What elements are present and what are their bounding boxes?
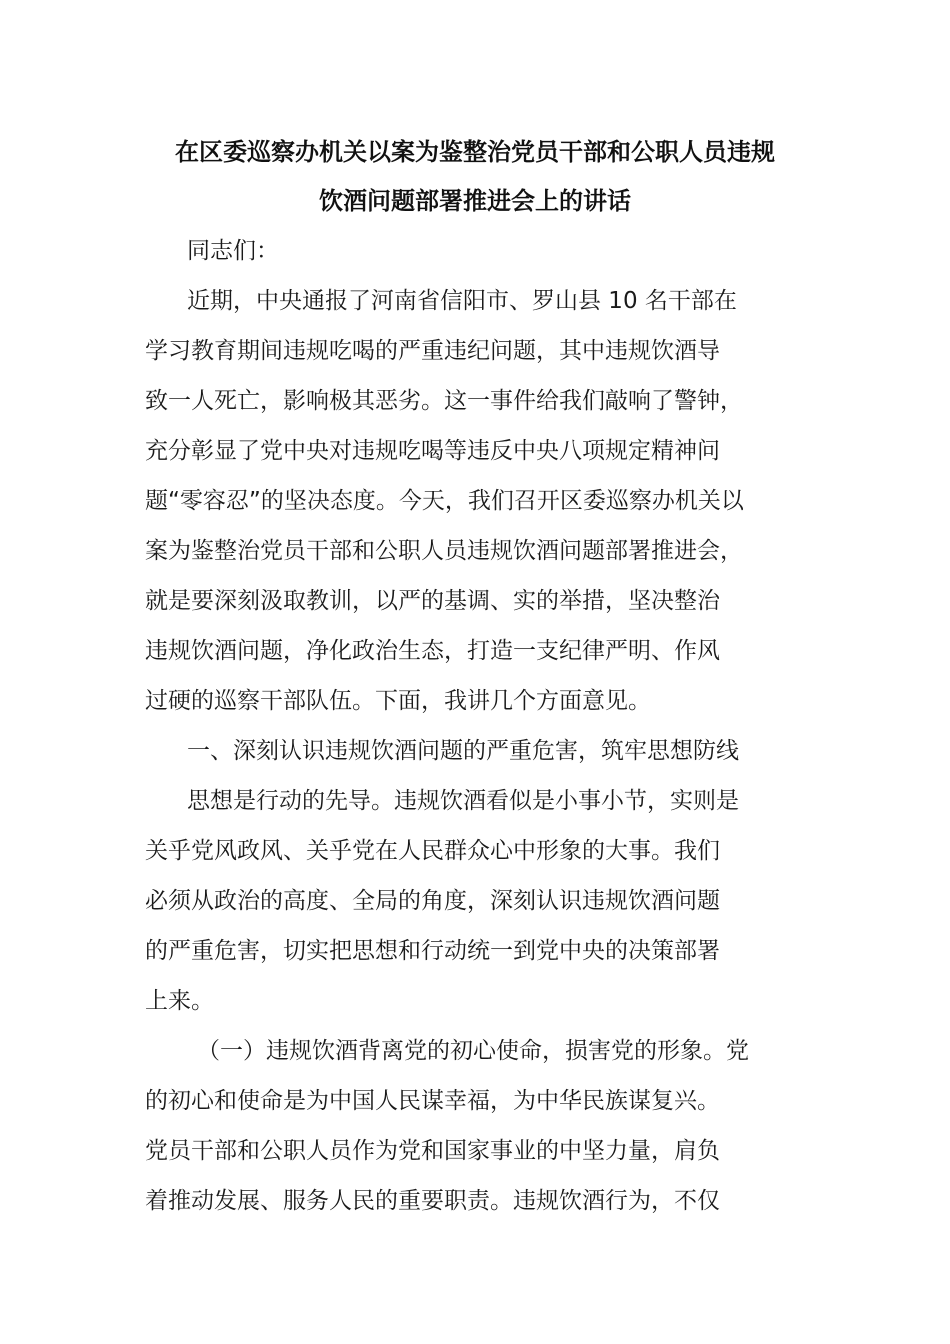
document-body xyxy=(145,226,805,1226)
paragraph-line: 必须从政治的高度、全局的角度，深刻认识违规饮酒问题 xyxy=(145,888,720,914)
paragraph-line: 案为鉴整治党员干部和公职人员违规饮酒问题部署推进会， xyxy=(145,538,743,564)
paragraph-line: 过硬的巡察干部队伍。下面，我讲几个方面意见。 xyxy=(145,688,651,714)
paragraph-line: 违规饮酒问题，净化政治生态，打造一支纪律严明、作风 xyxy=(145,638,720,664)
paragraph-line: 近期，中央通报了河南省信阳市、罗山县 10 名干部在 xyxy=(187,288,737,314)
document-title-line-1: 在区委巡察办机关以案为鉴整治党员干部和公职人员违规 xyxy=(175,138,775,166)
paragraph-line: 关乎党风政风、关乎党在人民群众心中形象的大事。我们 xyxy=(145,838,720,864)
section-heading: 一、深刻认识违规饮酒问题的严重危害，筑牢思想防线 xyxy=(187,738,739,764)
paragraph-line: 充分彰显了党中央对违规吃喝等违反中央八项规定精神问 xyxy=(145,438,720,464)
paragraph-line: 思想是行动的先导。违规饮酒看似是小事小节，实则是 xyxy=(187,788,739,814)
subsection-heading: （一）违规饮酒背离党的初心使命，损害党的形象。党 xyxy=(197,1038,749,1064)
salutation: 同志们： xyxy=(187,238,279,264)
paragraph-line: 题“零容忍”的坚决态度。今天，我们召开区委巡察办机关以 xyxy=(145,488,744,514)
paragraph-line: 致一人死亡，影响极其恶劣。这一事件给我们敲响了警钟， xyxy=(145,388,743,414)
paragraph-line: 上来。 xyxy=(145,988,214,1014)
paragraph-line: 的初心和使命是为中国人民谋幸福，为中华民族谋复兴。 xyxy=(145,1088,720,1114)
paragraph-line: 学习教育期间违规吃喝的严重违纪问题，其中违规饮酒导 xyxy=(145,338,720,364)
paragraph-line: 的严重危害，切实把思想和行动统一到党中央的决策部署 xyxy=(145,938,720,964)
paragraph-line: 党员干部和公职人员作为党和国家事业的中坚力量，肩负 xyxy=(145,1138,720,1164)
paragraph-line: 就是要深刻汲取教训，以严的基调、实的举措，坚决整治 xyxy=(145,588,720,614)
paragraph-line: 着推动发展、服务人民的重要职责。违规饮酒行为，不仅 xyxy=(145,1188,720,1214)
document-title-line-2: 饮酒问题部署推进会上的讲话 xyxy=(319,187,631,215)
